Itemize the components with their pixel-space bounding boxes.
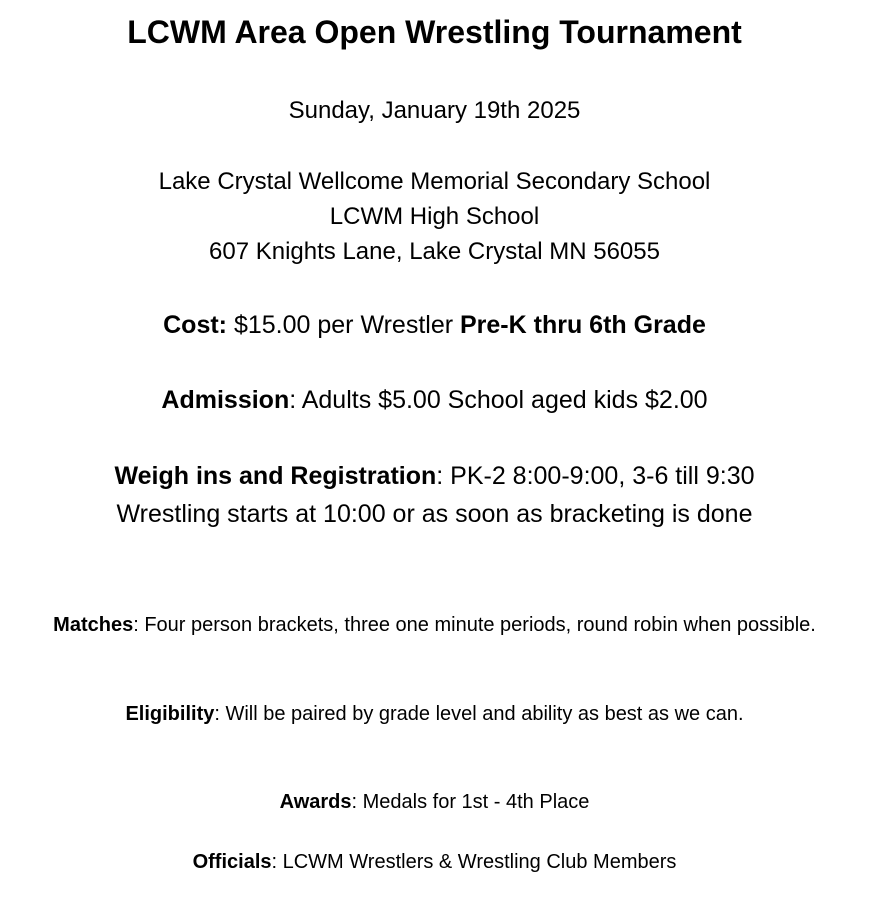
eligibility-value: : Will be paired by grade level and ability as best as we can. [214, 703, 744, 725]
cost-label: Cost: [163, 311, 228, 339]
awards-label: Awards [279, 791, 352, 813]
wrestling-start-note: Wrestling starts at 10:00 or as soon as bracketing is done [116, 500, 753, 528]
officials-line [0, 851, 869, 874]
officials-label: Officials [192, 851, 272, 873]
awards-line [0, 791, 869, 814]
cost-line [0, 311, 869, 340]
venue-address: 607 Knights Lane, Lake Crystal MN 56055 [209, 238, 660, 265]
awards-value: : Medals for 1st - 4th Place [351, 791, 590, 813]
cost-value: $15.00 per Wrestler [227, 311, 460, 339]
event-date: Sunday, January 19th 2025 [288, 97, 581, 124]
matches-line [0, 614, 869, 637]
officials-value: : LCWM Wrestlers & Wrestling Club Members [271, 851, 677, 873]
matches-label: Matches [53, 614, 134, 636]
cost-grades: Pre-K thru 6th Grade [460, 311, 706, 339]
venue-school-name: Lake Crystal Wellcome Memorial Secondary School [158, 168, 711, 195]
matches-value: : Four person brackets, three one minute periods, round robin when possible. [133, 614, 816, 636]
eligibility-line [0, 703, 869, 726]
eligibility-label: Eligibility [125, 703, 215, 725]
page-title: LCWM Area Open Wrestling Tournament [127, 14, 742, 50]
venue-short-name: LCWM High School [329, 203, 540, 230]
weigh-ins-line [0, 462, 869, 491]
admission-label: Admission [161, 386, 290, 414]
weigh-ins-label: Weigh ins and Registration [114, 462, 437, 490]
admission-value: : Adults $5.00 School aged kids $2.00 [289, 386, 708, 414]
weigh-ins-value: : PK-2 8:00-9:00, 3-6 till 9:30 [436, 462, 755, 490]
admission-line [0, 386, 869, 415]
